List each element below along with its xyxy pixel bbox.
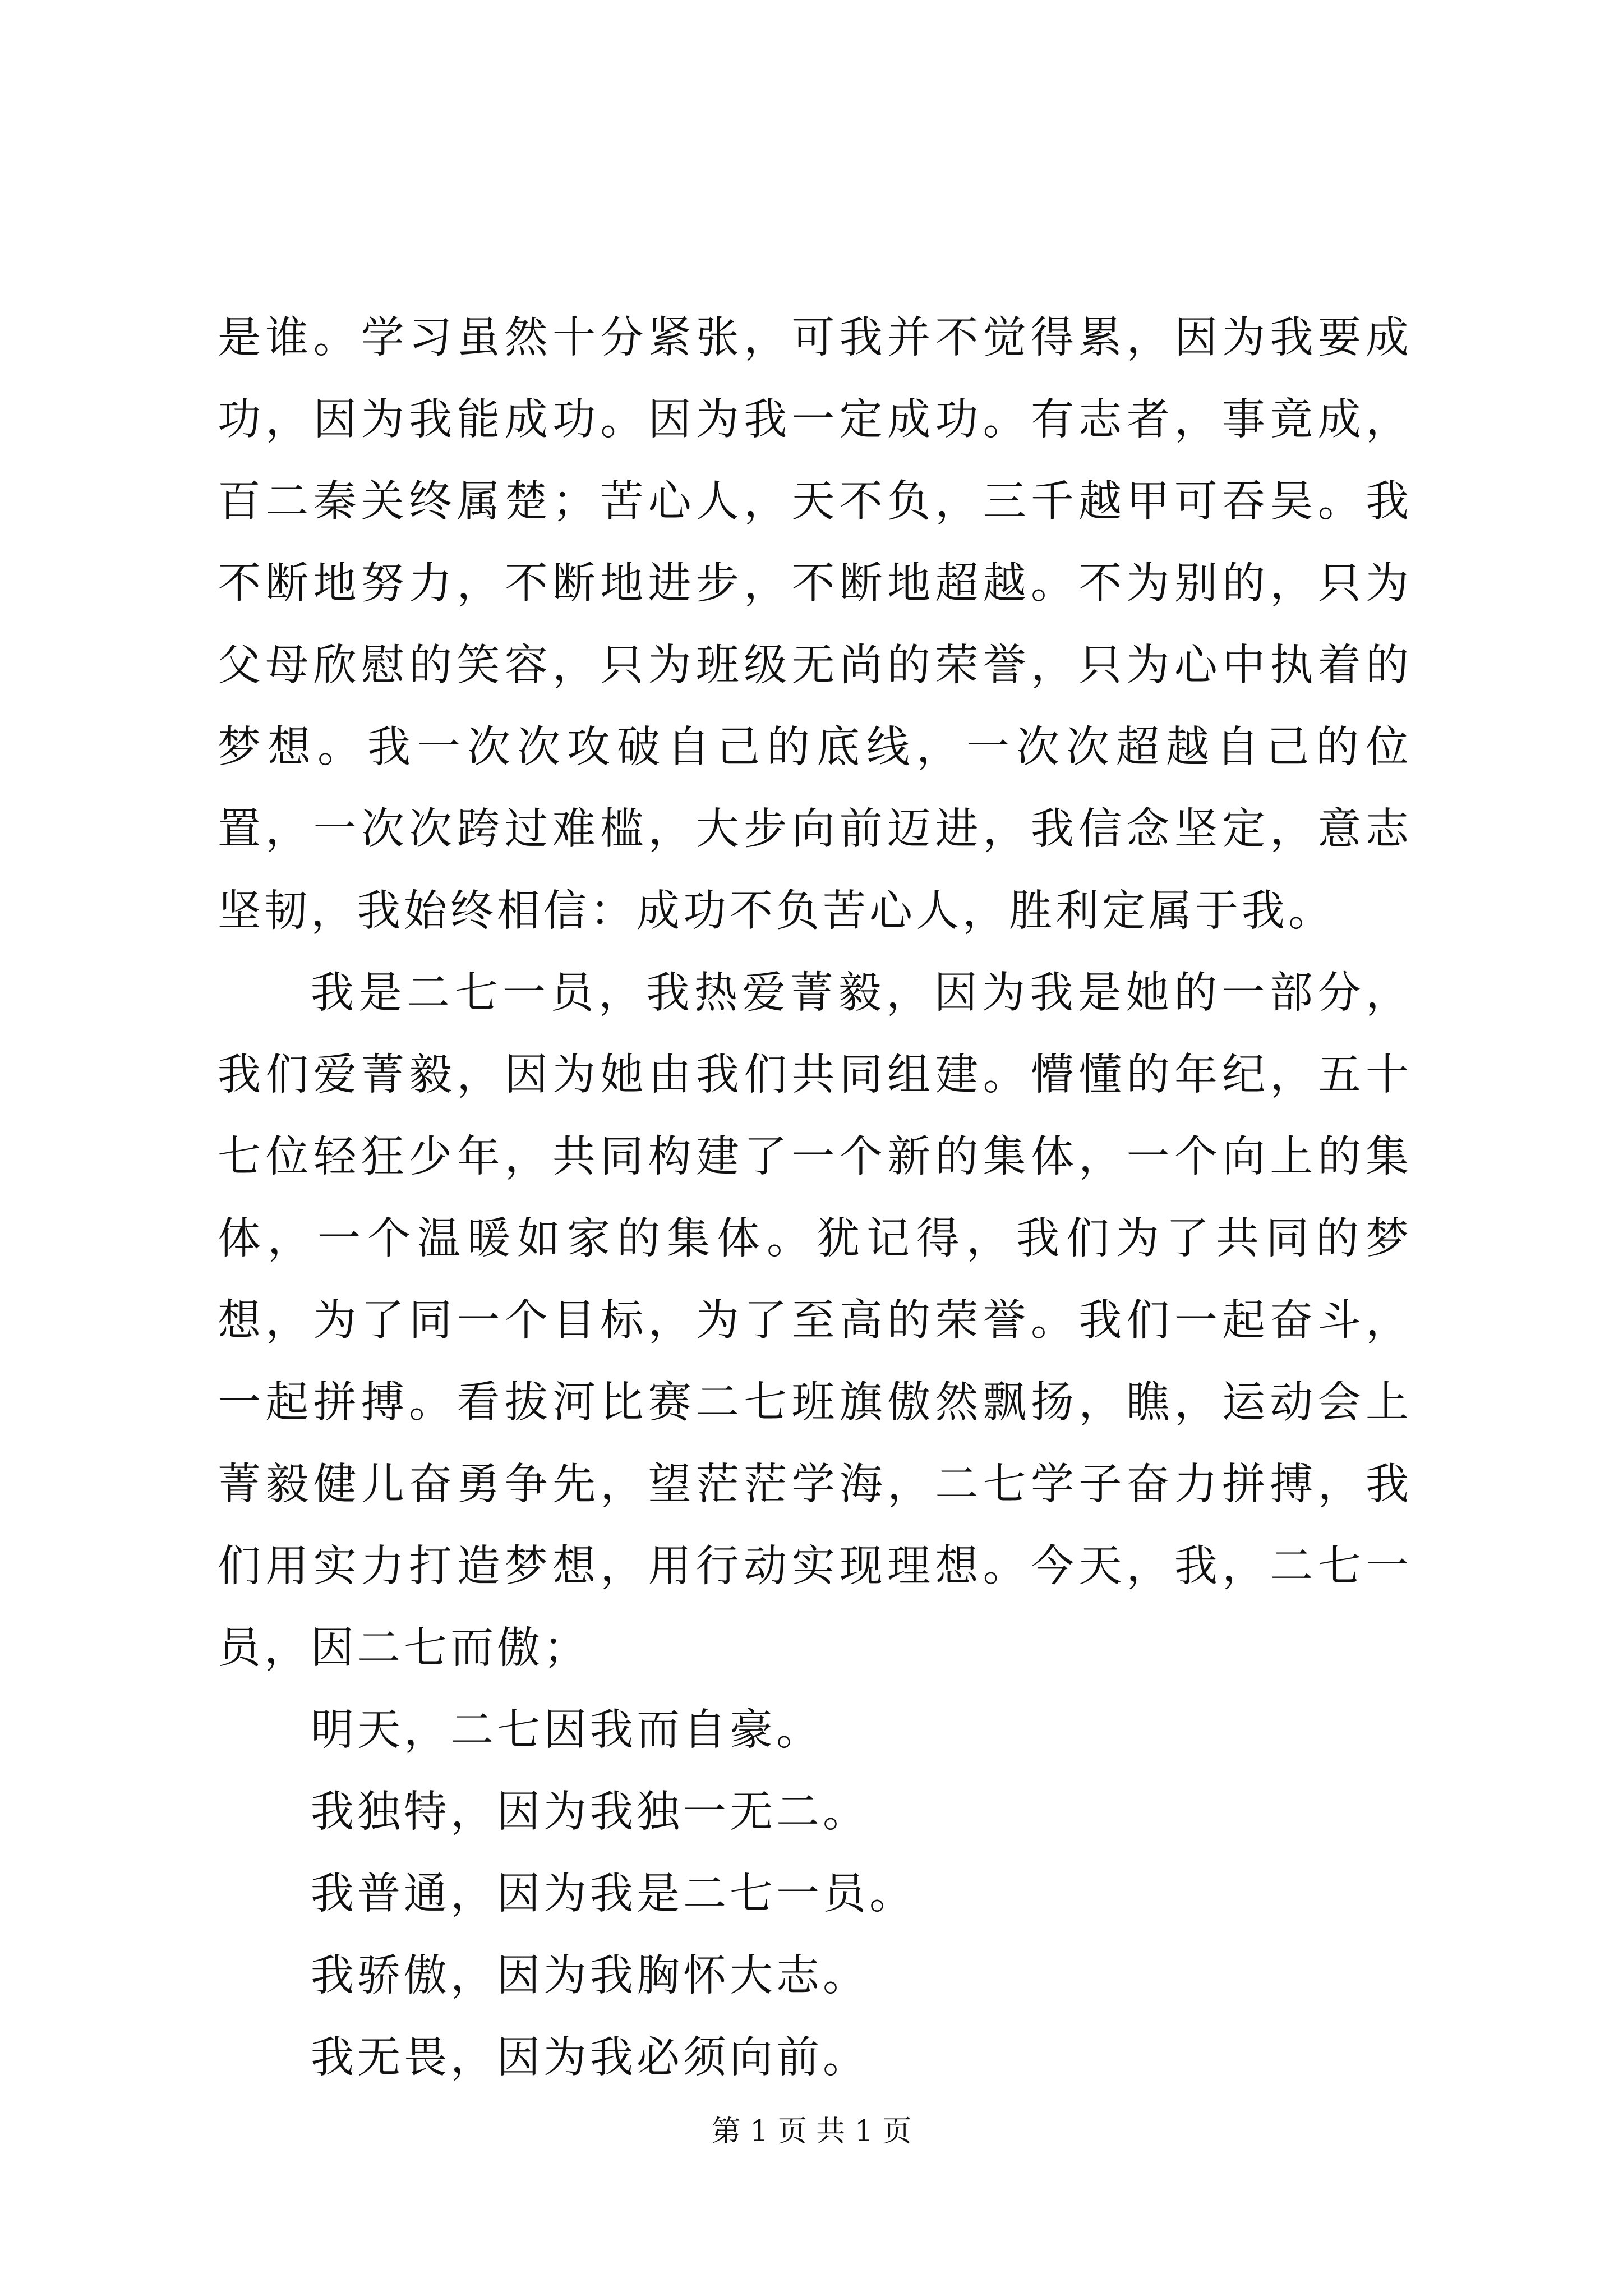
page-footer: 第 1 页 共 1 页 <box>711 2115 912 2148</box>
paragraph-2: 我是二七一员，我热爱菁毅，因为我是她的一部分，我们爱菁毅，因为她由我们共同组建。懵懂的年纪，五十七位轻狂少年，共同构建了一个新的集体，一个向上的集体，一个温暖如家的集体。犹记得，我们为了共同的梦想，为了同一个目标，为了至高的荣誉。我们一起奋斗，一起拼搏。看拔河比赛二七班旗傲然飘扬，瞧，运动会上菁毅健儿奋勇争先，望茫茫学海，二七学子奋力拼搏，我们用实力打造梦想，用行动实现理想。今天，我，二七一员，因二七而傲； <box>218 968 1412 1673</box>
paragraph-5: 我普通，因为我是二七一员。 <box>311 1869 916 1919</box>
paragraph-1: 是谁。学习虽然十分紧张，可我并不觉得累，因为我要成功，因为我能成功。因为我一定成功。有志者，事竟成，百二秦关终属楚；苦心人，天不负，三千越甲可吞吴。我不断地努力，不断地进步，不断地超越。不为别的，只为父母欣慰的笑容，只为班级无尚的荣誉，只为心中执着的梦想。我一次次攻破自己的底线，一次次超越自己的位置，一次次跨过难槛，大步向前迈进，我信念坚定，意志坚韧，我始终相信：成功不负苦心人，胜利定属于我。 <box>218 313 1412 936</box>
document-body <box>218 297 1412 2099</box>
paragraph-7: 我无畏，因为我必须向前。 <box>311 2033 869 2083</box>
paragraph-4: 我独特，因为我独一无二。 <box>311 1787 869 1837</box>
paragraph-6: 我骄傲，因为我胸怀大志。 <box>311 1951 869 2001</box>
paragraph-3: 明天，二七因我而自豪。 <box>311 1705 823 1755</box>
